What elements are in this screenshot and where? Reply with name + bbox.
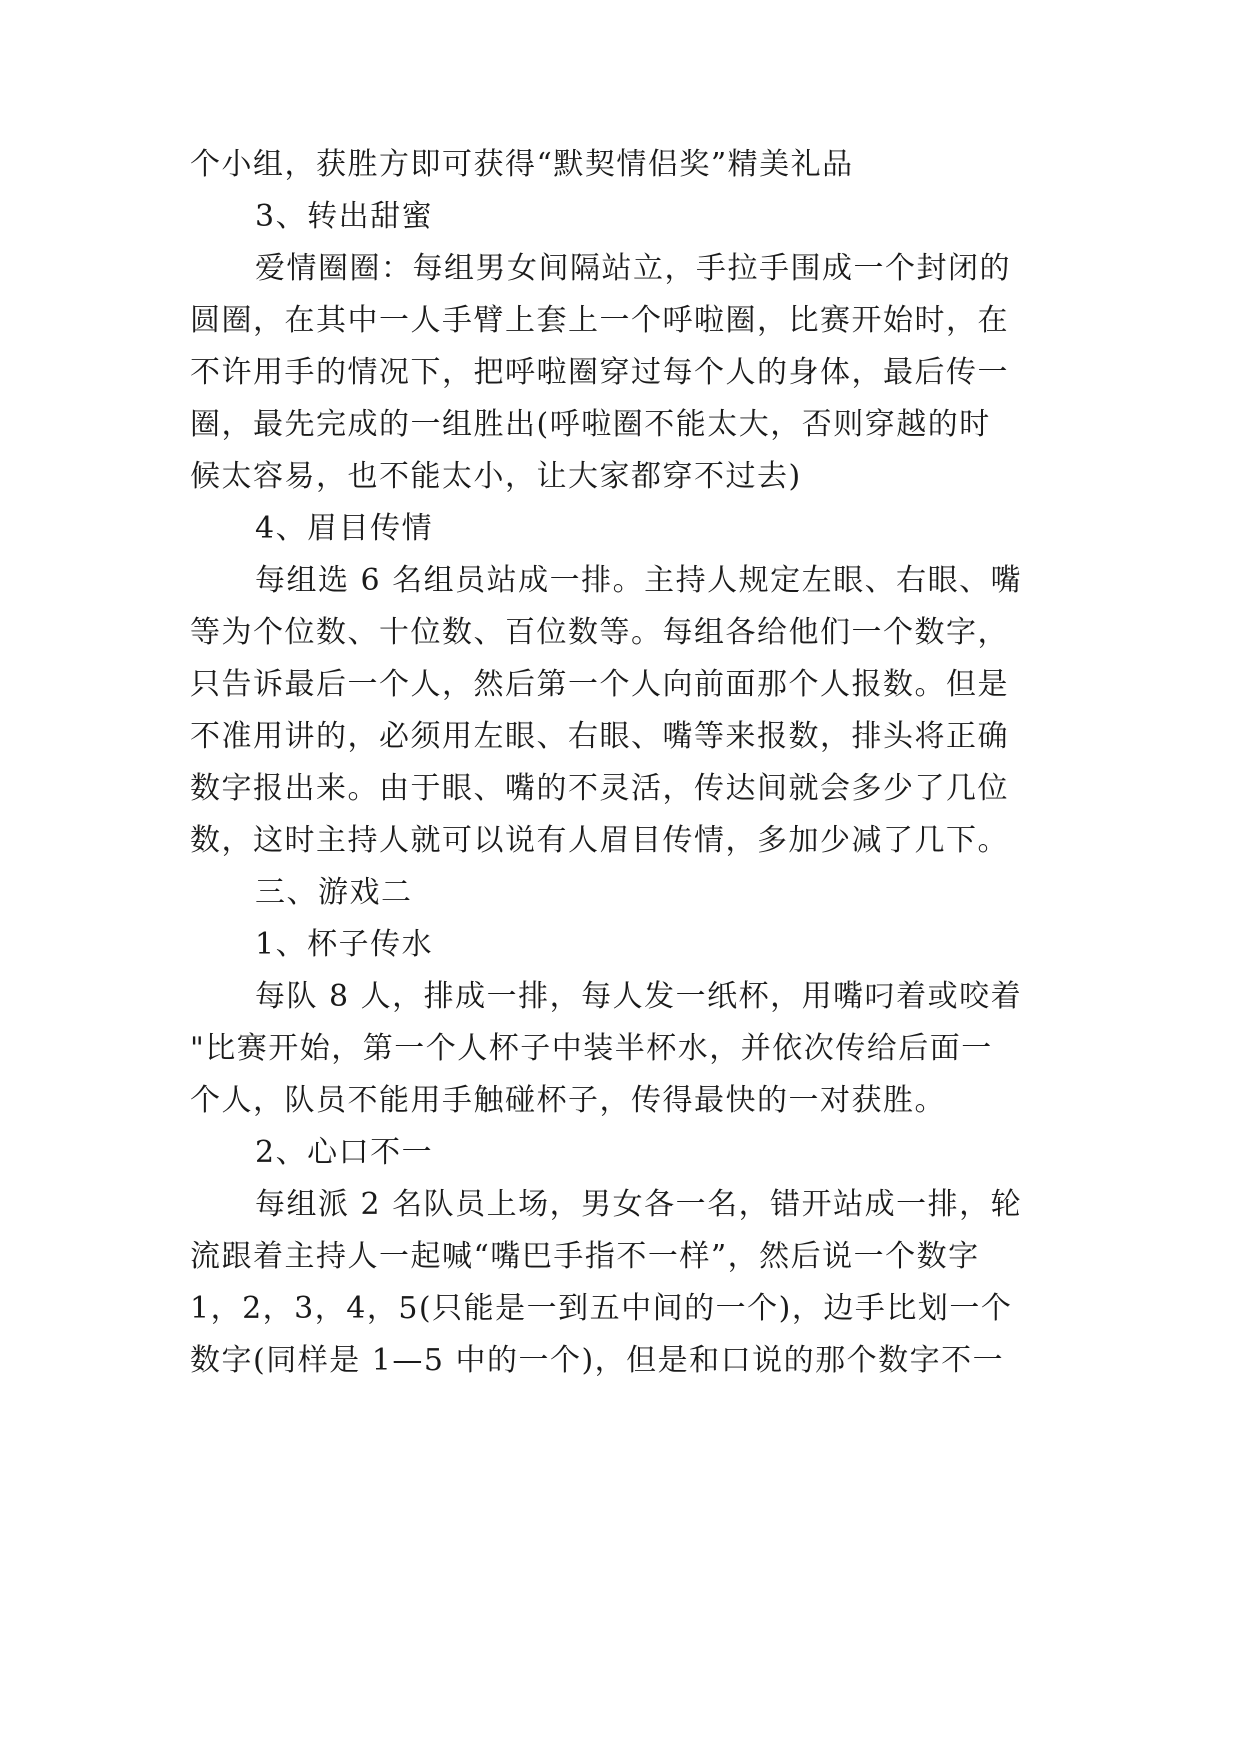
text-line: 只告诉最后一个人，然后第一个人向前面那个人报数。但是 — [190, 667, 1009, 702]
text-line: 数字(同样是 1—5 中的一个)，但是和口说的那个数字不一 — [190, 1343, 1005, 1378]
section-heading: 2、心口不一 — [255, 1135, 434, 1170]
text-line: 爱情圈圈：每组男女间隔站立，手拉手围成一个封闭的 — [255, 251, 1011, 286]
text-line: 圆圈，在其中一人手臂上套上一个呼啦圈，比赛开始时，在 — [190, 303, 1009, 338]
text-line: 个人，队员不能用手触碰杯子，传得最快的一对获胜。 — [190, 1083, 946, 1118]
text-line: 1，2，3，4，5(只能是一到五中间的一个)，边手比划一个 — [190, 1291, 1013, 1326]
text-line: 每组派 2 名队员上场，男女各一名，错开站成一排，轮 — [255, 1187, 1023, 1222]
text-line: "比赛开始，第一个人杯子中装半杯水，并依次传给后面一 — [190, 1031, 993, 1066]
text-line: 个小组，获胜方即可获得“默契情侣奖”精美礼品 — [190, 147, 854, 182]
text-line: 流跟着主持人一起喊“嘴巴手指不一样”，然后说一个数字 — [190, 1239, 980, 1274]
text-line: 圈，最先完成的一组胜出(呼啦圈不能太大，否则穿越的时 — [190, 407, 991, 442]
text-line: 数字报出来。由于眼、嘴的不灵活，传达间就会多少了几位 — [190, 771, 1009, 806]
section-heading: 3、转出甜蜜 — [255, 199, 434, 234]
text-line: 不许用手的情况下，把呼啦圈穿过每个人的身体，最后传一 — [190, 355, 1009, 390]
section-heading: 1、杯子传水 — [255, 927, 434, 962]
text-line: 候太容易，也不能太小，让大家都穿不过去) — [190, 459, 802, 494]
text-line: 每组选 6 名组员站成一排。主持人规定左眼、右眼、嘴 — [255, 563, 1023, 598]
section-heading: 4、眉目传情 — [255, 511, 434, 546]
text-line: 数，这时主持人就可以说有人眉目传情，多加少减了几下。 — [190, 823, 1009, 858]
text-line: 不准用讲的，必须用左眼、右眼、嘴等来报数，排头将正确 — [190, 719, 1009, 754]
text-line: 每队 8 人，排成一排，每人发一纸杯，用嘴叼着或咬着 — [255, 979, 1023, 1014]
text-line: 等为个位数、十位数、百位数等。每组各给他们一个数字， — [190, 615, 1009, 650]
section-heading: 三、游戏二 — [255, 875, 413, 910]
